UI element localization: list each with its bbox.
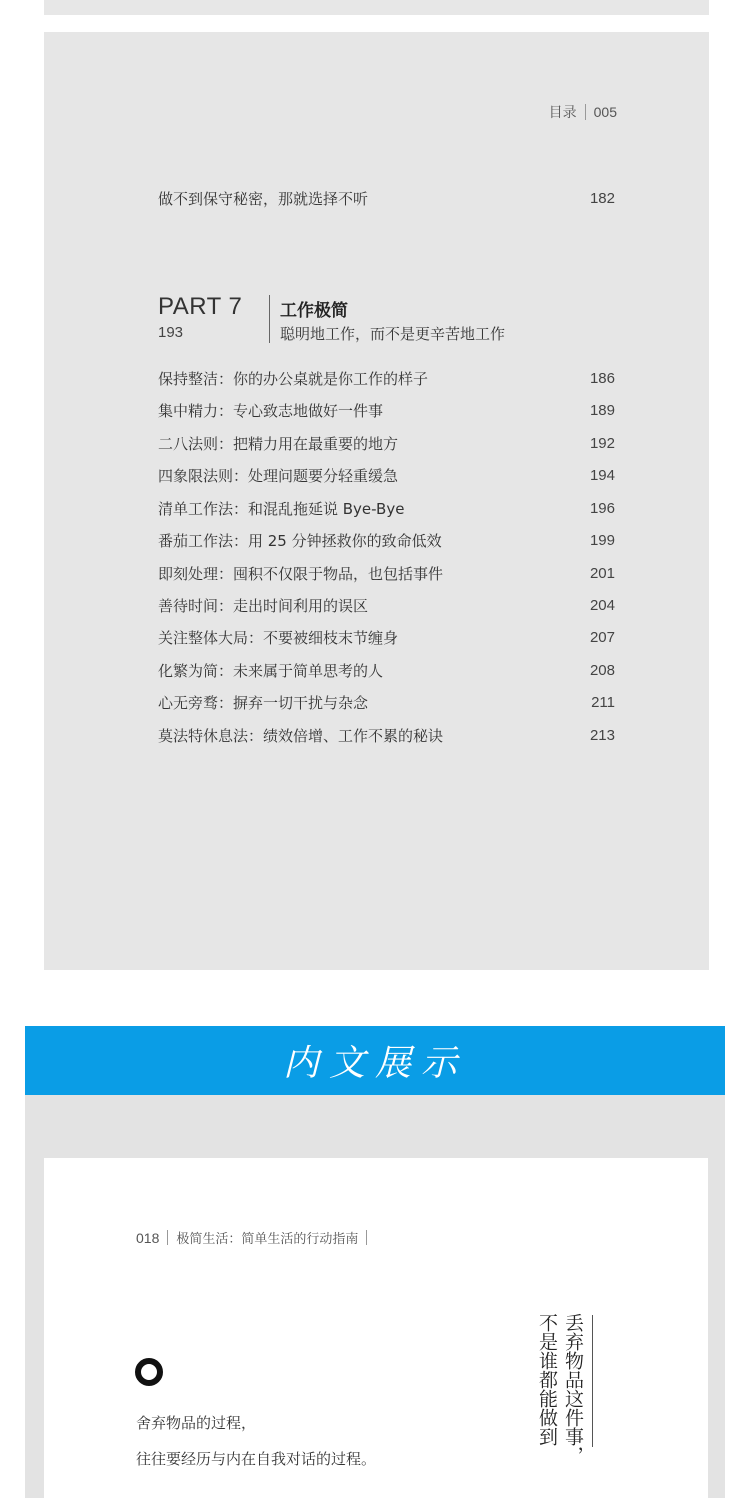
toc-entry-page: 204 — [589, 597, 615, 614]
header-divider — [167, 1230, 168, 1245]
body-line: 舍弃物品的过程， — [136, 1414, 257, 1432]
toc-entry-title: 关注整体大局：不要被细枝末节缠身 — [158, 629, 399, 647]
toc-entry — [158, 189, 615, 209]
toc-entry — [158, 564, 615, 584]
vertical-rule — [592, 1315, 593, 1447]
toc-entry — [158, 369, 615, 389]
vertical-heading — [536, 1313, 593, 1473]
part-subtitle: 聪明地工作，而不是更辛苦地工作 — [280, 325, 506, 343]
vertical-heading-line: 丢弃物品这件事， — [562, 1313, 584, 1465]
toc-entry-page: 192 — [589, 435, 615, 452]
toc-page — [44, 32, 709, 970]
toc-entry-title: 做不到保守秘密，那就选择不听 — [158, 190, 369, 208]
banner-title: 内文展示 — [282, 1043, 467, 1084]
toc-entry-page: 201 — [589, 565, 615, 582]
toc-entry-page: 213 — [589, 727, 615, 744]
toc-entry-title: 保持整洁：你的办公桌就是你工作的样子 — [158, 370, 429, 388]
toc-entry-page: 189 — [589, 402, 615, 419]
toc-entry — [158, 628, 615, 648]
toc-entry-page: 211 — [591, 694, 615, 711]
part-page-number: 193 — [158, 324, 184, 341]
toc-entry-title: 心无旁骛：摒弃一切干扰与杂念 — [158, 694, 369, 712]
toc-entry — [158, 596, 615, 616]
toc-entry-title: 即刻处理：囤积不仅限于物品，也包括事件 — [158, 565, 444, 583]
body-line: 往往要经历与内在自我对话的过程。 — [136, 1450, 377, 1468]
toc-entry-page: 186 — [589, 370, 615, 387]
header-divider — [585, 104, 586, 120]
toc-entry-title: 善待时间：走出时间利用的误区 — [158, 597, 369, 615]
part-label: PART 7 — [158, 293, 243, 320]
toc-header-page: 005 — [593, 104, 617, 120]
toc-entry-page: 207 — [589, 629, 615, 646]
toc-entry — [158, 401, 615, 421]
part-title: 工作极简 — [280, 301, 348, 321]
sample-page-header — [136, 1228, 367, 1247]
toc-entry-title: 二八法则：把精力用在最重要的地方 — [158, 435, 399, 453]
section-banner — [25, 1026, 725, 1095]
vertical-heading-line: 不是谁都能做到 — [536, 1313, 558, 1446]
toc-entry-page: 196 — [589, 500, 615, 517]
toc-entry-title: 莫法特休息法：绩效倍增、工作不累的秘诀 — [158, 727, 444, 745]
toc-entry-title: 化繁为简：未来属于简单思考的人 — [158, 662, 384, 680]
toc-page-header — [549, 102, 617, 122]
sample-page-number: 018 — [136, 1229, 160, 1246]
toc-entry — [158, 531, 615, 551]
toc-entry-page: 208 — [589, 662, 615, 679]
toc-entry — [158, 693, 615, 713]
toc-entry-page: 199 — [589, 532, 615, 549]
toc-entry-title: 清单工作法：和混乱拖延说 Bye-Bye — [158, 500, 405, 518]
toc-entry-page: 182 — [589, 190, 615, 207]
toc-entry — [158, 726, 615, 746]
toc-entry — [158, 434, 615, 454]
toc-entry — [158, 499, 615, 519]
sample-page — [44, 1158, 708, 1498]
ring-bullet-icon — [135, 1358, 163, 1386]
toc-entry-title: 集中精力：专心致志地做好一件事 — [158, 402, 384, 420]
previous-page-card — [44, 0, 709, 15]
toc-header-label: 目录 — [548, 105, 577, 121]
toc-entry — [158, 661, 615, 681]
toc-entry-title: 番茄工作法：用 25 分钟拯救你的致命低效 — [158, 532, 442, 550]
toc-entry-title: 四象限法则：处理问题要分轻重缓急 — [158, 467, 399, 485]
toc-entry — [158, 466, 615, 486]
header-divider — [366, 1230, 367, 1245]
toc-entry-page: 194 — [589, 467, 615, 484]
sample-book-title: 极简生活：简单生活的行动指南 — [176, 1232, 359, 1247]
part-divider — [269, 295, 270, 343]
part-heading — [158, 289, 618, 349]
